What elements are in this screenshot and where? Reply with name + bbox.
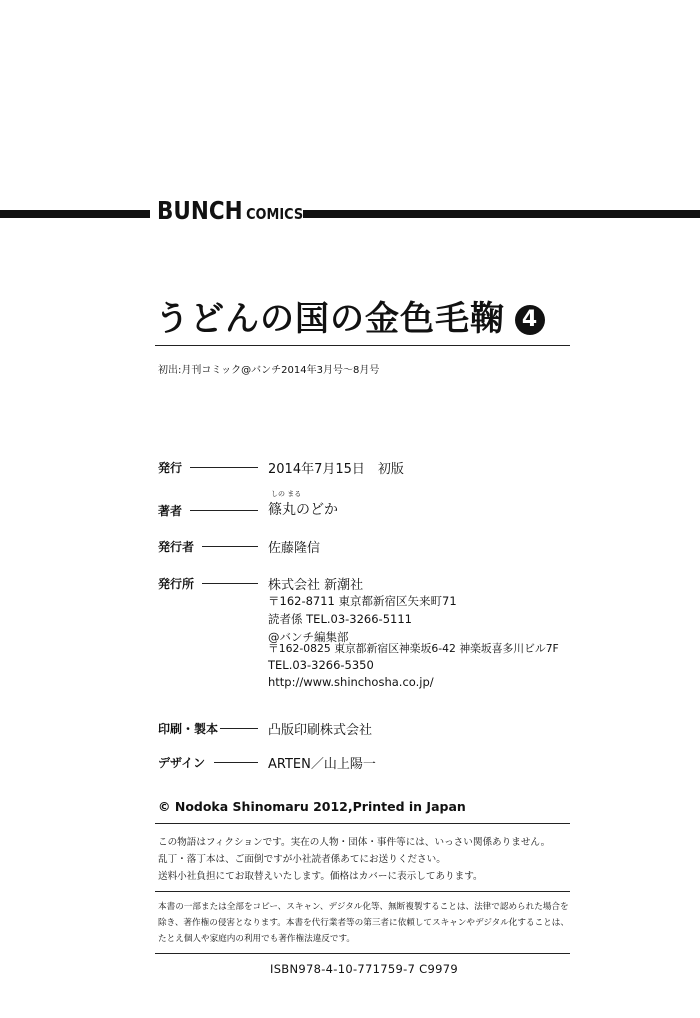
legal-rule [155,953,570,954]
issue-leader [190,467,258,468]
publisher-reader-tel: 読者係 TEL.03-3266-5111 [268,612,412,626]
publisher-label: 発行所 [158,577,195,591]
printing-label: 印刷・製本 [158,722,219,736]
book-title-text: うどんの国の金色毛鞠 [155,299,505,339]
title-rule [155,345,570,346]
publisher-person-value: 佐藤隆信 [268,541,321,556]
publisher-leader [202,583,258,584]
publisher-person-label: 発行者 [158,540,195,554]
notice-line: 乱丁・落丁本は、ご面倒ですが小社読者係あてにお送りください。 [158,854,446,865]
publisher-url: http://www.shinchosha.co.jp/ [268,675,434,689]
issue-value: 2014年7月15日 初版 [268,462,404,477]
legal-line: 除き、著作権の侵害となります。本書を代行業者等の第三者に依頼してスキャンやデジタル化することは、 [158,918,569,928]
publisher-name: 株式会社 新潮社 [268,578,364,593]
author-leader [190,510,258,511]
design-leader [214,762,258,763]
editorial-address: 〒162-0825 東京都新宿区神楽坂6-42 神楽坂喜多川ビル7F [268,642,559,655]
copyright: © Nodoka Shinomaru 2012,Printed in Japan [158,799,466,814]
design-label: デザイン [158,756,206,770]
notice-line: この物語はフィクションです。実在の人物・団体・事件等には、いっさい関係ありません。 [158,837,551,848]
imprint-brand-sub: COMICS [246,205,304,223]
imprint-band-right [303,210,700,218]
notice-rule [155,891,570,892]
author-value: 篠丸のどか [268,502,338,518]
imprint-band-left [0,210,150,218]
copyright-rule [155,823,570,824]
notice-line: 送料小社負担にてお取替えいたします。価格はカバーに表示してあります。 [158,871,483,882]
legal-line: たとえ個人や家庭内の利用でも著作権法違反です。 [158,934,355,944]
publisher-person-leader [202,546,258,547]
first-publication: 初出:月刊コミック@バンチ2014年3月号～8月号 [158,365,380,376]
legal-line: 本書の一部または全部をコピー、スキャン、デジタル化等、無断複製することは、法律で認められた場合を [158,902,569,912]
editorial-tel: TEL.03-3266-5350 [268,658,374,672]
design-value: ARTEN／山上陽一 [268,757,376,772]
publisher-address: 〒162-8711 東京都新宿区矢来町71 [268,594,457,608]
author-reading: しの まる [271,490,302,498]
editorial-dept: @バンチ編集部 [268,630,349,644]
printing-value: 凸版印刷株式会社 [268,723,373,738]
imprint-brand: BUNCH [157,196,243,225]
book-title [155,291,545,340]
printing-leader [220,728,258,729]
imprint-logo [157,196,303,225]
author-label: 著者 [158,504,183,518]
issue-label: 発行 [158,461,183,475]
volume-badge: 4 [515,305,545,335]
isbn: ISBN978-4-10-771759-7 C9979 [270,962,458,976]
